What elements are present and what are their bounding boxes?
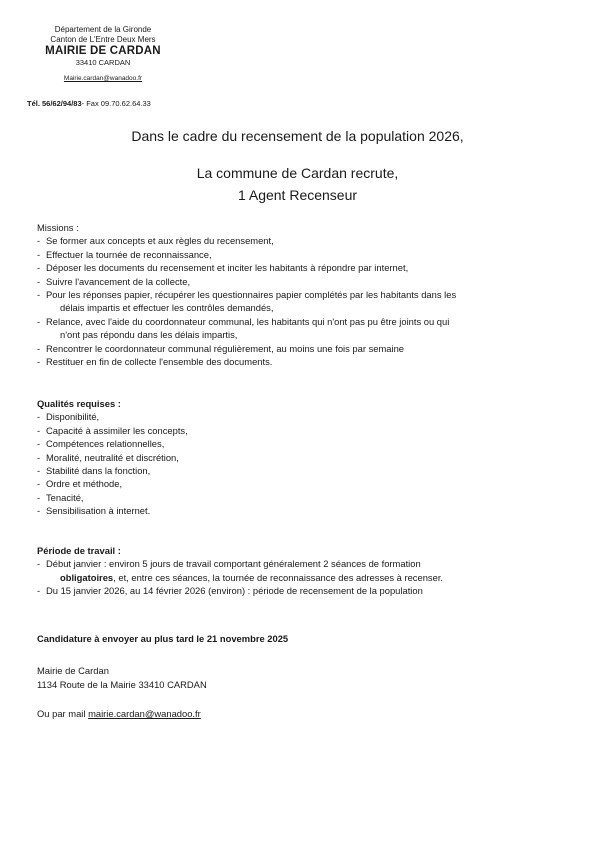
missions-list xyxy=(37,234,567,368)
list-item: - Tenacité, xyxy=(37,491,567,504)
list-item: - Relance, avec l'aide du coordonnateur communal, les habitants qui n'ont pas pu être joints ou qui n'ont pas répondu dans les délais impartis, xyxy=(37,315,567,342)
list-item: - Capacité à assimiler les concepts, xyxy=(37,424,567,437)
work-period-list xyxy=(37,557,567,597)
postal-label: 33410 CARDAN xyxy=(75,58,131,67)
mail-prefix: Ou par mail xyxy=(37,708,89,719)
qualities-heading: Qualités requises : xyxy=(37,398,121,409)
address-name: Mairie de Cardan xyxy=(37,665,109,676)
mairie-title: MAIRIE DE CARDAN xyxy=(45,45,161,57)
application-deadline: Candidature à envoyer au plus tard le 21 novembre 2025 xyxy=(37,633,289,644)
canton-label: Canton de L'Entre Deux Mers xyxy=(50,35,156,44)
list-item: - Du 15 janvier 2026, au 14 février 2026 (environ) : période de recensement de la population xyxy=(37,584,567,597)
list-item: - Pour les réponses papier, récupérer les questionnaires papier complétés par les habitants dans les délais impartis et effectuer les contrôles demandés, xyxy=(37,288,567,315)
work-period-heading: Période de travail : xyxy=(37,545,121,556)
list-item: - Suivre l'avancement de la collecte, xyxy=(37,275,567,288)
department-label: Département de la Gironde xyxy=(54,25,152,34)
list-item: - Stabilité dans la fonction, xyxy=(37,464,567,477)
list-item: - Rencontrer le coordonnateur communal régulièrement, au moins une fois par semaine xyxy=(37,342,567,355)
qualities-list xyxy=(37,410,567,517)
list-item: - Moralité, neutralité et discrétion, xyxy=(37,451,567,464)
list-item: - Se former aux concepts et aux règles du recensement, xyxy=(37,234,567,247)
title-recruits: La commune de Cardan recrute, xyxy=(196,165,399,181)
phone-number: Tél. 56/62/94/83 xyxy=(27,99,82,108)
list-item: - Ordre et méthode, xyxy=(37,477,567,490)
fax-number: - Fax 09.70.62.64.33 xyxy=(81,99,151,108)
work-period-section xyxy=(37,544,567,598)
qualities-section xyxy=(37,397,567,518)
title-context: Dans le cadre du recensement de la population 2026, xyxy=(131,128,464,144)
contact-mail-line xyxy=(37,708,201,719)
list-item: - Restituer en fin de collecte l'ensemble des documents. xyxy=(37,355,567,368)
title-position: 1 Agent Recenseur xyxy=(237,187,358,203)
list-item: - Déposer les documents du recensement et inciter les habitants à répondre par internet, xyxy=(37,261,567,274)
mail-link[interactable]: mairie.cardan@wanadoo.fr xyxy=(88,708,201,719)
missions-heading: Missions : xyxy=(37,222,79,233)
letterhead-email: Mairie.cardan@wanadoo.fr xyxy=(63,75,143,82)
list-item: - Sensibilisation à internet. xyxy=(37,504,567,517)
missions-section xyxy=(37,221,567,368)
letterhead xyxy=(28,25,178,83)
list-item: - Compétences relationnelles, xyxy=(37,437,567,450)
phone-fax-line xyxy=(27,99,151,108)
list-item: - Début janvier : environ 5 jours de travail comportant généralement 2 séances de formation obligatoires, et, entre ces séances, la tournée de reconnaissance des adresses à recenser. xyxy=(37,557,567,584)
list-item: - Effectuer la tournée de reconnaissance, xyxy=(37,248,567,261)
list-item: - Disponibilité, xyxy=(37,410,567,423)
address-street: 1134 Route de la Mairie 33410 CARDAN xyxy=(37,679,207,690)
